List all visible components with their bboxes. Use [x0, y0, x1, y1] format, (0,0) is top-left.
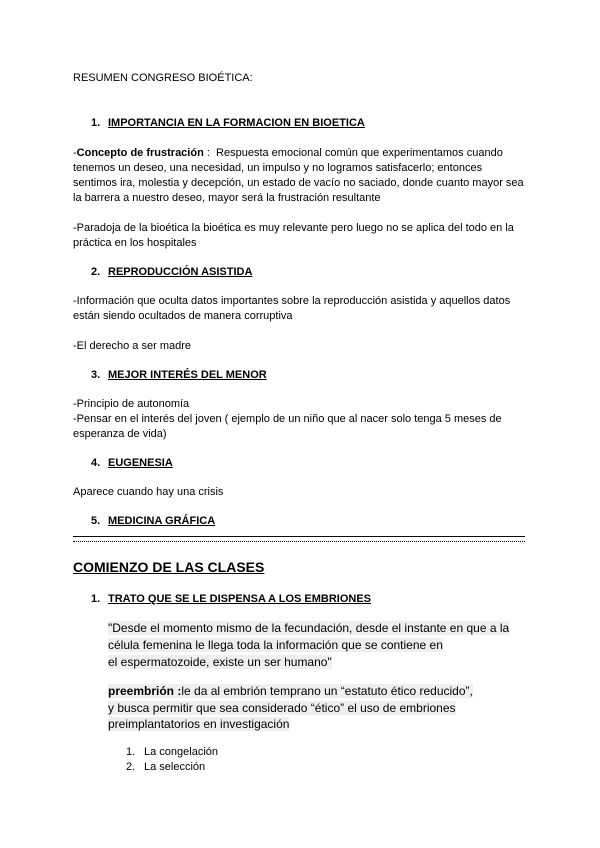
preembrion-line-1 [108, 683, 473, 699]
list-number: 1. [126, 746, 136, 758]
section-number: 5. [91, 515, 101, 527]
preembrion-line-2 [108, 700, 456, 716]
concept-line-2: tenemos un deseo, una necesidad, un impulso y no logramos satisfacerlo; entonces [73, 162, 483, 174]
concept-line-1 [73, 146, 503, 161]
quote-line-1 [108, 620, 509, 636]
list-item [126, 760, 205, 775]
section-separator [73, 536, 525, 542]
concept-term: Concepto de frustración [76, 147, 204, 159]
quote-line-3 [108, 654, 332, 670]
section-number: 2. [91, 266, 101, 278]
section-number: 3. [91, 369, 101, 381]
section-number: 1. [91, 593, 101, 605]
s3-line-2: -Pensar en el interés del joven ( ejemplo de un niño que al nacer solo tenga 5 meses de [73, 413, 502, 425]
quote-line-2 [108, 637, 443, 653]
s3-line-3: esperanza de vida) [73, 428, 167, 440]
paradox-line-2: práctica en los hospitales [73, 237, 197, 249]
section-title: TRATO QUE SE LE DISPENSA A LOS EMBRIONES [108, 593, 372, 605]
preembrion-text: le da al embrión temprano un “estatuto ético reducido”, [181, 684, 473, 698]
classes-heading: COMIENZO DE LAS CLASES [73, 559, 265, 575]
section-title: EUGENESIA [108, 457, 173, 469]
section-number: 4. [91, 457, 101, 469]
section-number: 1. [91, 117, 101, 129]
right-line: -El derecho a ser madre [73, 340, 191, 352]
concept-text: Respuesta emocional común que experimentamos cuando [216, 147, 503, 159]
paradox-line-1: -Paradoja de la bioética la bioética es muy relevante pero luego no se aplica del todo en la [73, 222, 514, 234]
info-line-1: -Información que oculta datos importantes sobre la reproducción asistida y aquellos datos [73, 295, 511, 307]
preembrion-text: preimplantatorios en investigación [108, 717, 290, 731]
concept-colon: : [203, 147, 217, 159]
section-title: MEDICINA GRÁFICA [108, 515, 216, 527]
list-number: 2. [126, 761, 136, 773]
document-title: RESUMEN CONGRESO BIOÉTICA: [73, 72, 253, 84]
info-line-2: están siendo ocultados de manera corruptiva [73, 310, 293, 322]
section-title: IMPORTANCIA EN LA FORMACION EN BIOETICA [108, 117, 365, 129]
list-text: La selección [144, 761, 206, 773]
list-text: La congelación [144, 746, 219, 758]
quote-text: "Desde el momento mismo de la fecundación, desde el instante en que a la [108, 621, 510, 635]
s3-line-1: -Principio de autonomía [73, 398, 190, 410]
preembrion-line-3 [108, 716, 289, 732]
preembrion-text: y busca permitir que sea considerado “ético” el uso de embriones [108, 701, 456, 715]
preembrion-term: preembrión : [108, 684, 182, 698]
concept-prefix: - [73, 147, 77, 159]
quote-text: el espermatozoide, existe un ser humano" [108, 655, 332, 669]
list-item [126, 745, 218, 760]
concept-line-4: la barrera a nuestro deseo, mayor será la frustración resultante [73, 192, 381, 204]
quote-text: célula femenina le llega toda la información que se contiene en [108, 638, 443, 652]
s4-line-1: Aparece cuando hay una crisis [73, 486, 224, 498]
section-title: REPRODUCCIÓN ASISTIDA [108, 266, 253, 278]
section-title: MEJOR INTERÉS DEL MENOR [108, 369, 267, 381]
concept-line-3: sentimos ira, molestia y decepción, un estado de vacío no saciado, donde cuanto mayor sea [73, 177, 524, 189]
